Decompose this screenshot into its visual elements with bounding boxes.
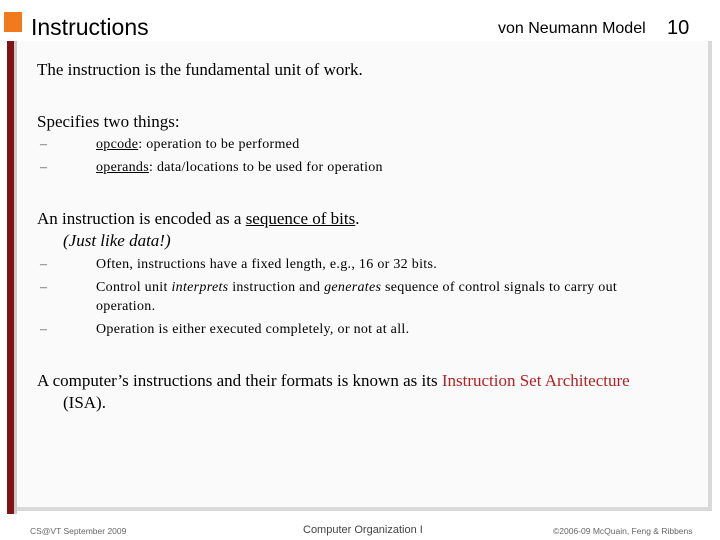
paragraph-specifies: Specifies two things: bbox=[37, 112, 180, 131]
sequence-of-bits-link: sequence of bits bbox=[245, 209, 356, 228]
bullet-dash: – bbox=[40, 160, 47, 175]
term-operands: operands bbox=[96, 160, 149, 175]
encoded-period: . bbox=[355, 209, 360, 228]
control-unit-text: Control unit bbox=[96, 280, 172, 295]
bullet-dash: – bbox=[40, 257, 47, 272]
isa-text: A computer’s instructions and their formats is known as its bbox=[37, 371, 442, 390]
bullet-control-unit-continued: operation. bbox=[96, 299, 156, 314]
title-marker bbox=[4, 12, 22, 32]
footer-date: CS@VT September 2009 bbox=[30, 526, 127, 536]
paragraph-isa bbox=[37, 370, 630, 392]
slide-number: 10 bbox=[667, 17, 690, 39]
instruction-and-text: instruction and bbox=[228, 280, 325, 295]
isa-highlight: Instruction Set Architecture bbox=[441, 371, 630, 390]
footer-copyright: ©2006-09 McQuain, Feng & Ribbens bbox=[553, 526, 693, 536]
left-accent-bar bbox=[7, 41, 14, 514]
term-opcode: opcode bbox=[96, 137, 139, 152]
paragraph-isa-continued: (ISA). bbox=[63, 393, 106, 412]
control-signals-text: sequence of control signals to carry out bbox=[381, 280, 618, 295]
section-name: von Neumann Model bbox=[498, 20, 646, 37]
encoded-text: An instruction is encoded as a bbox=[37, 209, 246, 228]
paragraph-encoded bbox=[37, 208, 359, 230]
just-like-data-note: (Just like data!) bbox=[63, 231, 171, 250]
slide-title: Instructions bbox=[31, 14, 149, 40]
bullet-executed-completely: Operation is either executed completely, or not at all. bbox=[96, 322, 410, 337]
bullet-operands bbox=[96, 158, 383, 178]
bullet-opcode bbox=[96, 135, 300, 155]
generates-word: generates bbox=[324, 280, 382, 295]
bullet-dash: – bbox=[40, 280, 47, 295]
operands-description: : data/locations to be used for operation bbox=[148, 160, 383, 175]
opcode-description: : operation to be performed bbox=[138, 137, 300, 152]
bullet-dash: – bbox=[40, 322, 47, 337]
paragraph-fundamental-unit: The instruction is the fundamental unit of work. bbox=[37, 60, 363, 79]
bullet-dash: – bbox=[40, 137, 47, 152]
bullet-control-unit bbox=[96, 278, 617, 298]
bullet-fixed-length: Often, instructions have a fixed length, e.g., 16 or 32 bits. bbox=[96, 257, 438, 272]
footer-course: Computer Organization I bbox=[303, 524, 423, 536]
interprets-word: interprets bbox=[171, 280, 229, 295]
